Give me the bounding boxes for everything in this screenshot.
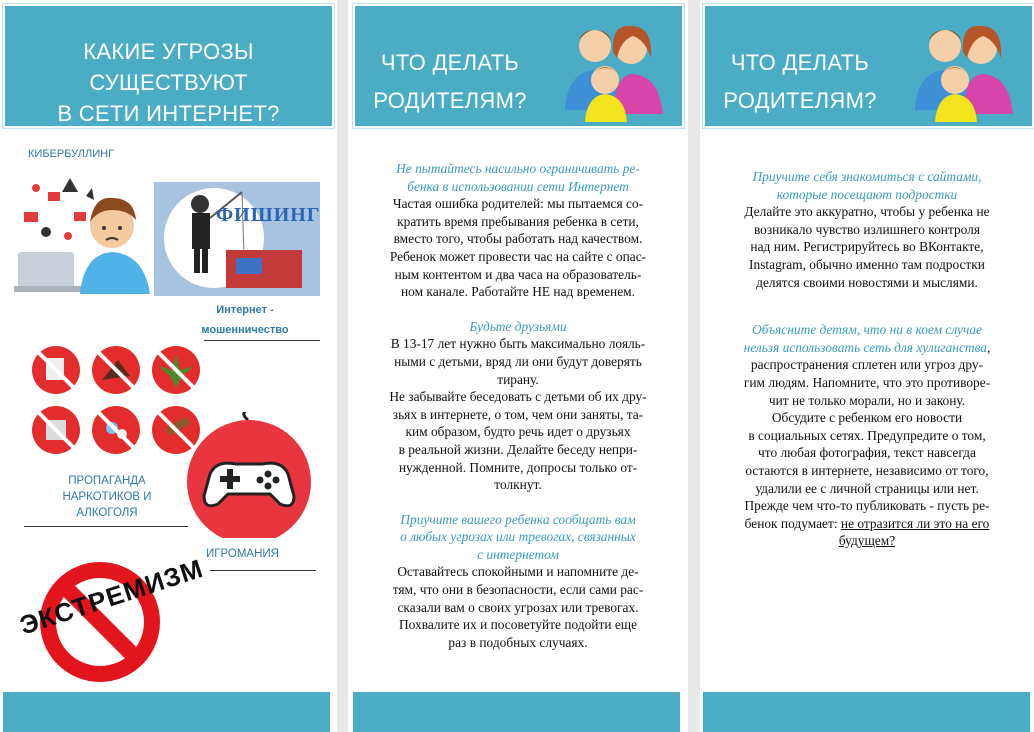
page-title-threats <box>5 36 332 129</box>
text-line: о любых угрозах или тревогах, связанных <box>400 529 636 545</box>
text-line: Ребенок может провести час на сайте с опас- <box>389 248 647 264</box>
section-body <box>352 195 684 301</box>
section-heading <box>352 160 684 195</box>
phishing-badge: ФИШИНГ <box>216 204 321 226</box>
section-body <box>352 563 684 651</box>
text-line: удалили ее с личной страницы или нет. <box>755 480 979 496</box>
divider <box>204 340 320 341</box>
text-line: толкнут. <box>494 477 542 493</box>
page-title-parents <box>355 44 545 120</box>
text-line: Похвалите их и посоветуйте подойти еще <box>398 617 638 633</box>
underlined-question: не отразится ли это на его <box>840 515 990 531</box>
parents-advice-right <box>704 168 1030 550</box>
section-body <box>352 335 684 493</box>
title-line: СУЩЕСТВУЮТ <box>89 70 248 95</box>
text-line: ными с детьми, вряд ли они будут доверять <box>394 353 642 369</box>
text-line: в реальной жизни. Делайте беседу непри- <box>398 441 638 457</box>
text-line: возникало чувство излишнего контроля <box>753 221 981 237</box>
text-line: ном канале. Работайте НЕ над временем. <box>401 284 635 300</box>
title-line: РОДИТЕЛЯМ? <box>373 88 527 113</box>
text-line: ным контентом и два часа на образователь- <box>394 266 642 282</box>
caption-line: мошенничество <box>201 324 289 336</box>
divider <box>24 526 188 527</box>
text-line: нужденной. Помните, допросы только от- <box>398 459 638 475</box>
section-heading <box>352 511 684 564</box>
text-line: Объясните детям, что ни в коем случае <box>752 322 982 338</box>
divider <box>210 570 316 571</box>
drugs-caption <box>40 473 174 521</box>
title-line: РОДИТЕЛЯМ? <box>723 88 877 113</box>
title-line: ЧТО ДЕЛАТЬ <box>730 50 870 75</box>
text-line: Делайте это аккуратно, чтобы у ребенка не <box>744 204 990 220</box>
parents-advice-middle <box>352 160 684 651</box>
text-line: Обсудите с ребенком его новости <box>771 410 963 426</box>
text-line: тям, что они в безопасности, если сами рас- <box>392 582 644 598</box>
section-heading <box>704 321 1030 356</box>
section-heading: Будьте друзьями <box>469 318 567 334</box>
footer-band <box>353 692 680 732</box>
page-title-parents <box>705 44 895 120</box>
text-line: Не пытайтесь насильно ограничивать ре- <box>396 161 640 176</box>
text-line: Оставайтесь спокойными и напомните де- <box>397 564 639 580</box>
text-line: распространения сплетен или угроз дру- <box>750 357 984 373</box>
phishing-caption <box>190 300 300 340</box>
caption-line: НАРКОТИКОВ И <box>62 491 152 503</box>
drugs-illustration <box>26 340 190 464</box>
section-body <box>704 203 1030 291</box>
title-line: ЧТО ДЕЛАТЬ <box>380 50 520 75</box>
caption-line: АЛКОГОЛЯ <box>76 507 138 519</box>
text-line: Прежде чем что-то публиковать - пусть ре- <box>744 498 990 514</box>
text-line: раз в подобных случаях. <box>448 634 588 650</box>
text-line: с интернетом <box>477 546 559 562</box>
header-threats <box>3 4 334 128</box>
title-line: КАКИЕ УГРОЗЫ <box>83 39 254 64</box>
header-parents-1 <box>353 4 684 128</box>
text-line: бенок подумает: <box>744 515 841 531</box>
text-line: в социальных сетях. Предупредите о том, <box>748 427 986 443</box>
text-line: бенка в использовании сети Интернет <box>407 178 629 194</box>
cyberbullying-label: КИБЕРБУЛЛИНГ <box>28 148 115 160</box>
family-icon <box>905 18 1021 122</box>
text-line: которые посещают подростки <box>776 186 958 202</box>
text-line: В 13-17 лет нужно быть максимально лояль- <box>390 336 646 352</box>
caption-line: Интернет - <box>216 304 274 316</box>
footer-band <box>703 692 1030 732</box>
text-line: ким образом, будто речь идет о друзьях <box>405 424 631 440</box>
text-line: Приучите вашего ребенка сообщать вам <box>400 511 636 527</box>
text-line: зьях в интернете, о том, чем они заняты, та- <box>392 406 644 422</box>
text-line: над ним. Регистрируйтесь во ВКонтакте, <box>750 239 984 255</box>
text-line: тирану. <box>497 371 539 387</box>
title-line: В СЕТИ ИНТЕРНЕТ? <box>57 101 280 126</box>
extremism-label: ЭКСТРЕМИЗМ <box>16 552 207 641</box>
text-line: что любая фотография, текст навсегда <box>758 445 976 461</box>
text-line: Не забывайте беседовать с детьми об их дру- <box>389 389 647 405</box>
text-line: Частая ошибка родителей: мы пытаемся со- <box>392 196 644 212</box>
text-line: кратить время пребывания ребенка в сети, <box>397 213 639 229</box>
header-parents-2 <box>703 4 1034 128</box>
gaming-caption: ИГРОМАНИЯ <box>206 548 279 560</box>
comma: , <box>987 339 991 355</box>
text-line: гим людям. Напомните, что это противоре- <box>743 374 991 390</box>
family-icon <box>555 18 671 122</box>
text-line: нельзя использовать сеть для хулиганства <box>743 339 987 355</box>
cyberbullying-illustration <box>14 166 154 296</box>
text-line: Приучите себя знакомиться с сайтами, <box>752 169 982 184</box>
phishing-illustration <box>154 182 320 296</box>
underlined-question: будущем? <box>838 533 896 549</box>
text-line: вместо того, чтобы работать над качеством. <box>393 231 643 247</box>
text-line: остаются в интернете, независимо от того, <box>745 462 989 478</box>
caption-line: ПРОПАГАНДА <box>68 475 146 487</box>
prohibited-substances-icons <box>26 340 202 464</box>
footer-band <box>3 692 330 732</box>
text-line: делятся своими новостями и мыслями. <box>756 274 978 290</box>
gaming-illustration <box>186 412 316 538</box>
section-body <box>704 356 1030 550</box>
text-line: сказали вам о своих угрозах или тревогах. <box>397 599 639 615</box>
section-heading <box>704 168 1030 203</box>
text-line: Instagram, обычно именно там подростки <box>749 256 985 272</box>
hacker-icon <box>174 186 314 292</box>
text-line: чит не только морали, но и закону. <box>768 392 966 408</box>
